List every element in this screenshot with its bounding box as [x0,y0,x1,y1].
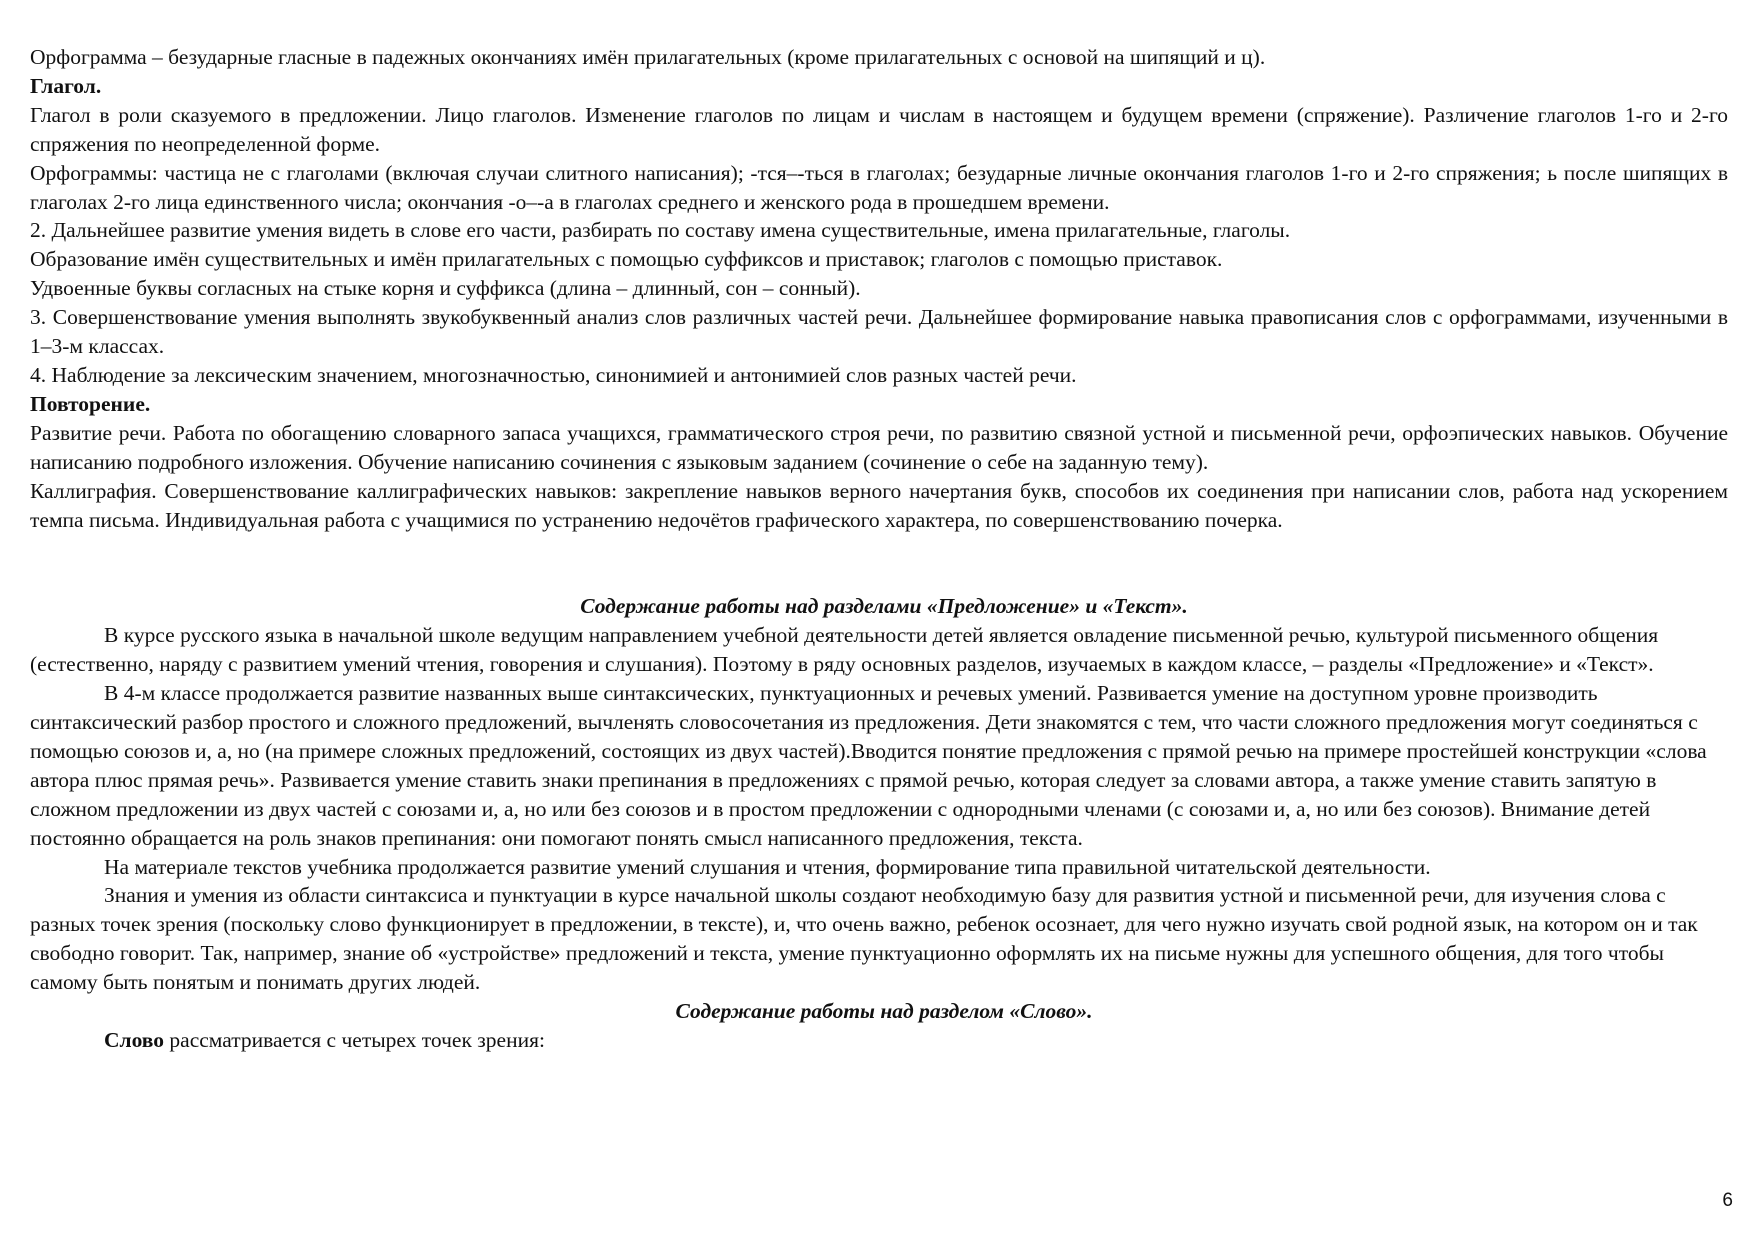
formation-paragraph: Образование имён существительных и имён прилагательных с помощью суффиксов и приставок; глаголов с помощью приставок. [30,247,1223,272]
speech-development: Развитие речи. Работа по обогащению словарного запаса учащихся, грамматического строя речи, по развитию связной устной и письменной речи, орфоэпических навыков. Обучение написанию подробного изложения. Обучение написанию сочинения с языковым заданием (сочинение о себе на заданную тему). [30,420,1728,474]
verb-heading: Глагол. [30,73,102,98]
orfogramma-adjectives: Орфограмма – безударные гласные в падежных окончаниях имён прилагательных (кроме прилагательных с основой на шипящий и ц). [30,45,1266,69]
document-page [30,43,1728,1055]
paragraph-course-overview: В курсе русского языка в начальной школе ведущим направлением учебной деятельности детей является овладение письменной речью, культурой письменного общения (естественно, наряду с развитием умений чтения, говорения и слушания). Поэтому в ряду основных разделов, изучаемых в каждом классе, – разделы «Предложение» и «Текст». [30,623,1659,677]
double-consonants-paragraph: Удвоенные буквы согласных на стыке корня и суффикса (длина – длинный, сон – сонный). [30,276,861,301]
section-spacer [30,534,1728,592]
word-bold: Слово [104,1028,165,1052]
page-number: 6 [1722,1190,1733,1211]
verb-paragraph: Глагол в роли сказуемого в предложении. Лицо глаголов. Изменение глаголов по лицам и числам в настоящем и будущем времени (спряжение). Различение глаголов 1-го и 2-го спряжения по неопределенной форме. [30,102,1728,156]
item-2: 2. Дальнейшее развитие умения видеть в слове его части, разбирать по составу имена существительные, имена прилагательные, глаголы. [30,218,1291,243]
repeat-heading: Повторение. [30,391,151,416]
item-4: 4. Наблюдение за лексическим значением, многозначностью, синонимией и антонимией слов разных частей речи. [30,362,1077,387]
item-3: 3. Совершенствование умения выполнять звукобуквенный анализ слов различных частей речи. Дальнейшее формирование навыка правописания слов с орфограммами, изученными в 1–3-м классах. [30,305,1728,359]
paragraph-syntax-knowledge: Знания и умения из области синтаксиса и пунктуации в курсе начальной школы создают необходимую базу для развития устной и письменной речи, для изучения слова с разных точек зрения (поскольку слово функционирует в предложении, в тексте), и, что очень важно, ребенок осознает, для чего нужно изучать свой родной язык, на котором он и так свободно говорит. Так, например, знание об «устройстве» предложений и текста, умение пунктуационно оформлять их на письме нужны для успешного общения, для того чтобы самому быть понятым и понимать других людей. [30,883,1698,995]
paragraph-word-intro [30,1026,1728,1055]
section-heading-word: Содержание работы над разделом «Слово». [675,999,1093,1024]
paragraph-reading-skills: На материале текстов учебника продолжается развитие умений слушания и чтения, формирование типа правильной читательской деятельности. [104,854,1431,879]
paragraph-grade4-skills: В 4-м классе продолжается развитие названных выше синтаксических, пунктуационных и речевых умений. Развивается умение на доступном уровне производить синтаксический разбор простого и сложного предложений, вычленять словосочетания из предложения. Дети знакомятся с тем, что части сложного предложения могут соединяться с помощью союзов и, а, но (на примере сложных предложений, состоящих из двух частей).Вводится понятие предложения с прямой речью на примере простейшей конструкции «слова автора плюс прямая речь». Развивается умение ставить знаки препинания в предложениях с прямой речью, которая следует за словами автора, а также умение ставить запятую в сложном предложении из двух частей с союзами и, а, но или без союзов и в простом предложении с однородными членами (с союзами и, а, но или без союзов). Внимание детей постоянно обращается на роль знаков препинания: они помогают понять смысл написанного предложения, текста. [30,681,1707,850]
verb-orfogrammy: Орфограммы: частица не с глаголами (включая случаи слитного написания); -тся–-ться в глаголах; безударные личные окончания глаголов 1-го и 2-го спряжения; ь после шипящих в глаголах 2-го лица единственного числа; окончания -о–-а в глаголах среднего и женского рода в прошедшем времени. [30,160,1728,214]
word-rest: рассматривается с четырех точек зрения: [164,1028,545,1052]
calligraphy-paragraph: Каллиграфия. Совершенствование каллиграфических навыков: закрепление навыков верного начертания букв, способов их соединения при написании слов, работа над ускорением темпа письма. Индивидуальная работа с учащимися по устранению недочётов графического характера, по совершенствованию почерка. [30,478,1728,532]
section-heading-sentence-text: Содержание работы над разделами «Предложение» и «Текст». [580,594,1188,619]
